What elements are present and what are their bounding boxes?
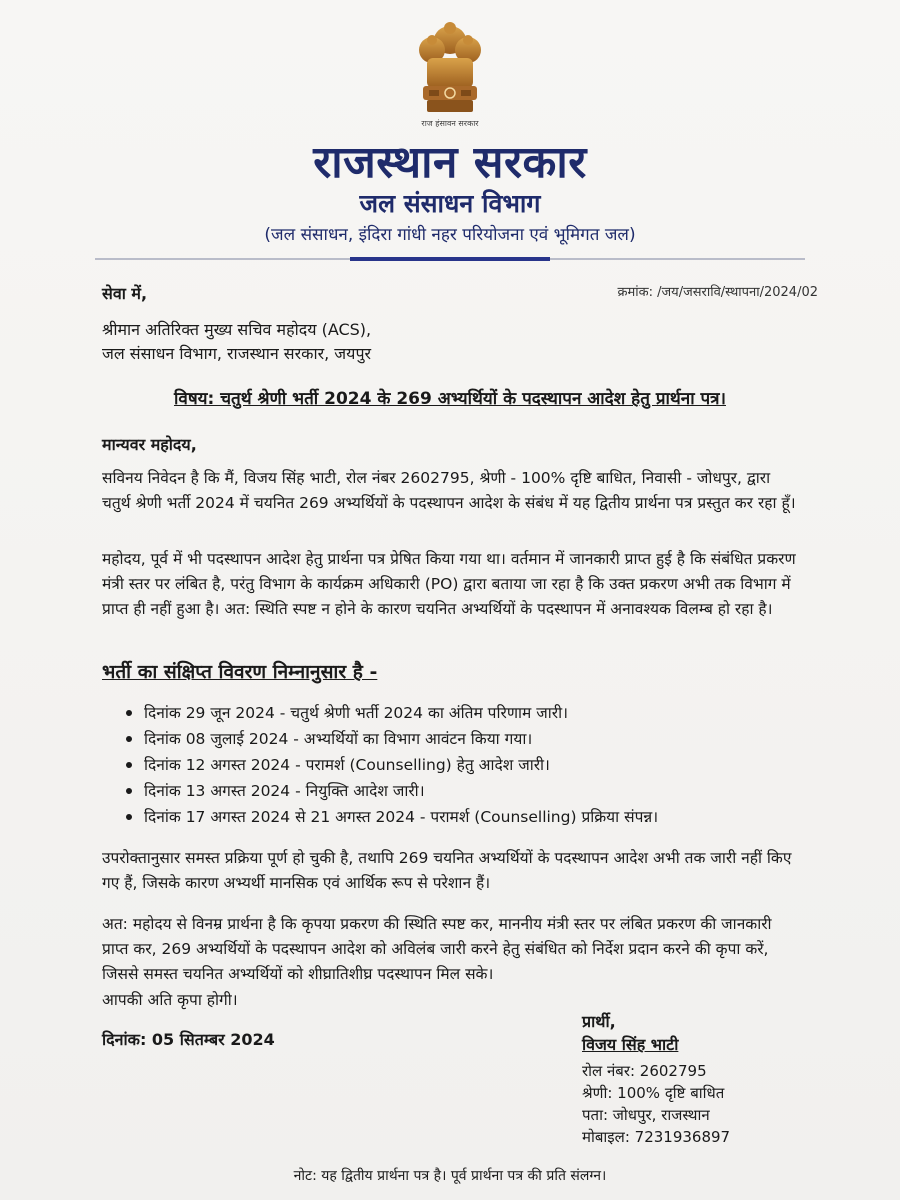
bullet-icon [126, 814, 132, 820]
address-line-1: श्रीमान अतिरिक्त मुख्य सचिव महोदय (ACS), [102, 320, 372, 339]
timeline-text: दिनांक 13 अगस्त 2024 - नियुक्ति आदेश जारी। [144, 782, 425, 800]
department-subtitle: (जल संसाधन, इंदिरा गांधी नहर परियोजना एवं भूमिगत जल) [264, 225, 636, 245]
applicant-mobile: मोबाइल: 7231936897 [582, 1128, 731, 1146]
section-heading: भर्ती का संक्षिप्त विवरण निम्नानुसार है - [102, 661, 378, 683]
seva-mein-label: सेवा में, [102, 284, 148, 303]
applicant-details [582, 1060, 730, 1148]
timeline-list [120, 700, 800, 830]
paragraph-4: अत: महोदय से विनम्र प्रार्थना है कि कृपया प्रकरण की स्थिति स्पष्ट कर, माननीय मंत्री स्तर पर लंबित प्रकरण की जानकारी प्राप्त कर, 269 अभ्यर्थियों के पदस्थापन आदेश को अविलंब जारी करने हेतु संबंधित को निर्देश प्रदान करने की कृपा करें, जिससे समस्त चयनित अभ्यर्थियों को शीघ्रातिशीघ्र पदस्थापन मिल सके। [102, 915, 772, 983]
salutation: मान्यवर महोदय, [102, 435, 197, 454]
address-line-2: जल संसाधन विभाग, राजस्थान सरकार, जयपुर [102, 344, 372, 363]
list-item [120, 778, 800, 804]
recipient-address [102, 318, 371, 366]
ashoka-emblem-icon [405, 18, 495, 138]
applicant-category: श्रेणी: 100% दृष्टि बाधित [582, 1084, 725, 1102]
paragraph-1: सविनय निवेदन है कि मैं, विजय सिंह भाटी, रोल नंबर 2602795, श्रेणी - 100% दृष्टि बाधित, निवासी - जोधपुर, द्वारा चतुर्थ श्रेणी भर्ती 2024 में चयनित 269 अभ्यर्थियों के पदस्थापन आदेश के संबंध में यह द्वितीय प्रार्थना पत्र प्रस्तुत कर रहा हूँ। [102, 469, 796, 512]
reference-number: क्रमांक: /जय/जसरावि/स्थापना/2024/02 [617, 285, 818, 300]
applicant-roll: रोल नंबर: 2602795 [582, 1062, 707, 1080]
paragraph-3: उपरोक्तानुसार समस्त प्रक्रिया पूर्ण हो चुकी है, तथापि 269 चयनित अभ्यर्थियों के पदस्थापन आदेश अभी तक जारी नहीं किए गए हैं, जिसके कारण अभ्यर्थी मानसिक एवं आर्थिक रूप से परेशान हैं। [102, 849, 792, 892]
applicant-address: पता: जोधपुर, राजस्थान [582, 1106, 710, 1124]
bullet-icon [126, 788, 132, 794]
applicant-name: विजय सिंह भाटी [582, 1035, 679, 1054]
closing-line: आपकी अति कृपा होगी। [102, 991, 238, 1009]
footer-note: नोट: यह द्वितीय प्रार्थना पत्र है। पूर्व प्रार्थना पत्र की प्रति संलग्न। [293, 1168, 607, 1184]
timeline-text: दिनांक 29 जून 2024 - चतुर्थ श्रेणी भर्ती 2024 का अंतिम परिणाम जारी। [144, 704, 568, 722]
letter-date: दिनांक: 05 सितम्बर 2024 [102, 1030, 275, 1049]
page-title: राजस्थान सरकार [313, 137, 587, 188]
department-name: जल संसाधन विभाग [359, 189, 541, 218]
list-item [120, 752, 800, 778]
list-item [120, 804, 800, 830]
subject-line: विषय: चतुर्थ श्रेणी भर्ती 2024 के 269 अभ्यर्थियों के पदस्थापन आदेश हेतु प्रार्थना पत्र। [173, 389, 726, 409]
timeline-text: दिनांक 12 अगस्त 2024 - परामर्श (Counselling) हेतु आदेश जारी। [144, 756, 550, 774]
emblem-caption: राज हंसावन सरकार [421, 119, 479, 128]
bullet-icon [126, 736, 132, 742]
timeline-text: दिनांक 17 अगस्त 2024 से 21 अगस्त 2024 - परामर्श (Counselling) प्रक्रिया संपन्न। [144, 808, 659, 826]
list-item [120, 726, 800, 752]
list-item [120, 700, 800, 726]
bullet-icon [126, 762, 132, 768]
bullet-icon [126, 710, 132, 716]
header-divider-accent [350, 257, 550, 261]
paragraph-2: महोदय, पूर्व में भी पदस्थापन आदेश हेतु प्रार्थना पत्र प्रेषित किया गया था। वर्तमान में जानकारी प्राप्त हुई है कि संबंधित प्रकरण मंत्री स्तर पर लंबित है, परंतु विभाग के कार्यक्रम अधिकारी (PO) द्वारा बताया जा रहा है कि उक्त प्रकरण अभी तक विभाग में प्राप्त ही नहीं हुआ है। अत: स्थिति स्पष्ट न होने के कारण चयनित अभ्यर्थियों के पदस्थापन में अनावश्यक विलम्ब हो रहा है। [102, 550, 796, 618]
applicant-label: प्रार्थी, [582, 1012, 616, 1031]
timeline-text: दिनांक 08 जुलाई 2024 - अभ्यर्थियों का विभाग आवंटन किया गया। [144, 730, 533, 748]
